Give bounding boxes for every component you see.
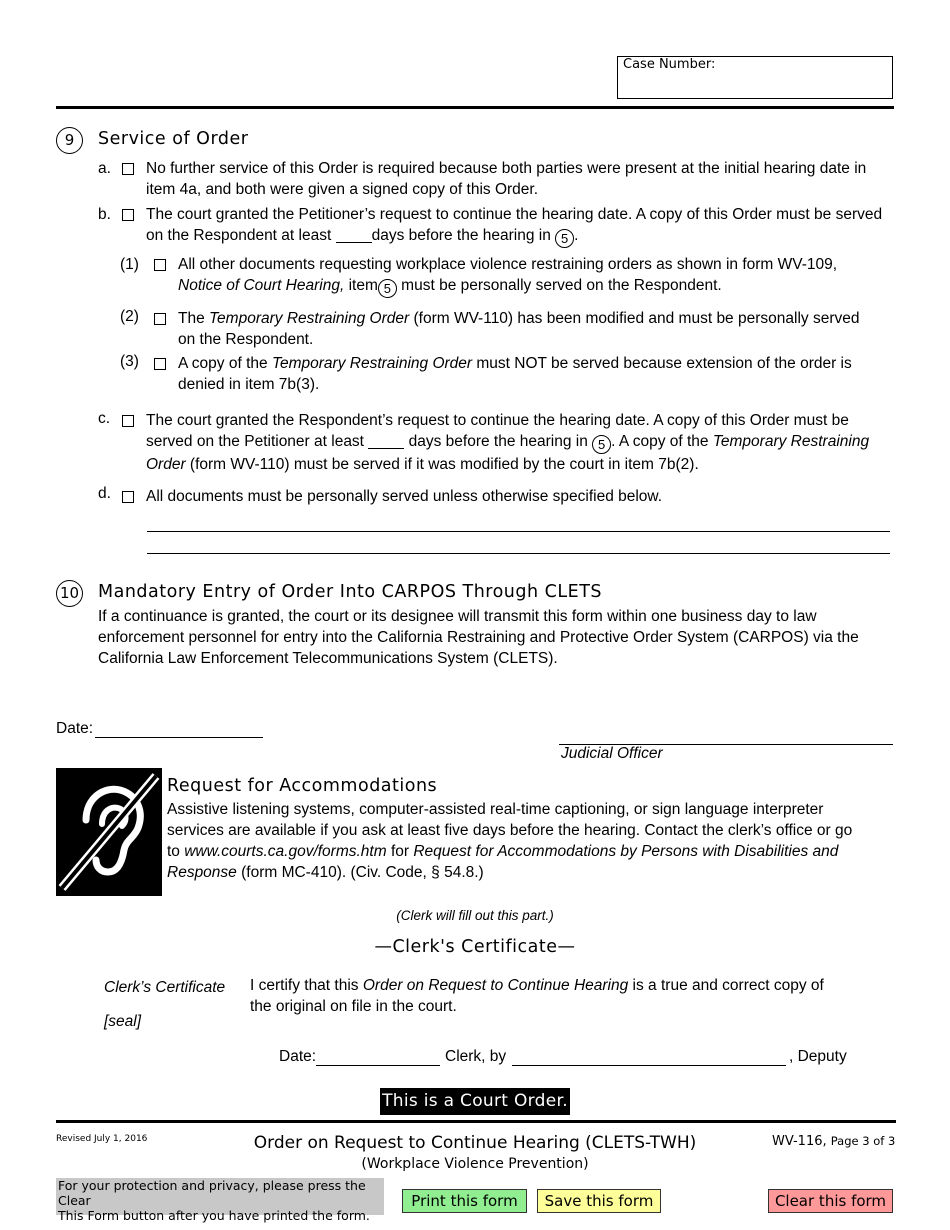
clerk-certificate-heading: —Clerk's Certificate— [374, 937, 576, 957]
item-9a-checkbox[interactable] [122, 163, 134, 175]
item-9c-line2-pre: served on the Petitioner at least [146, 433, 364, 450]
item-9c-letter: c. [98, 410, 111, 427]
item-9b3-post: must NOT be served because extension of the order is [472, 355, 852, 372]
accommodations-body [167, 799, 887, 883]
clerk-certificate-side-label [104, 977, 225, 998]
section-10-line2: enforcement personnel for entry into the California Restraining and Protective Order System (CARPOS) via the [98, 629, 859, 646]
item-9b-line2-end: . [574, 227, 579, 244]
header-rule [56, 106, 894, 109]
item-9c-text [146, 410, 886, 475]
court-order-banner: This is a Court Order. [380, 1088, 570, 1115]
clerk-seal-text: [seal] [104, 1013, 142, 1030]
acc-line3-mid: for [386, 843, 414, 860]
section-9-number: 9 [56, 127, 83, 154]
item-9d-write-line-1[interactable] [147, 531, 890, 532]
case-number-label: Case Number: [623, 57, 716, 72]
privacy-note-line2: This Form button after you have printed the form. [58, 1208, 370, 1223]
item-9b1-text [178, 254, 878, 298]
item-9b3-pre: A copy of the [178, 355, 272, 372]
courts-forms-link[interactable]: www.courts.ca.gov/forms.htm [184, 843, 387, 860]
case-number-box[interactable] [617, 56, 893, 99]
clerk-by-label: Clerk, by [445, 1048, 507, 1065]
acc-line3-italic: Request for Accommodations by Persons with Disabilities and [413, 843, 839, 860]
section-10-body [98, 606, 888, 669]
item-9b1-mid: item [344, 277, 378, 294]
clerk-signature-field[interactable] [512, 1065, 786, 1066]
print-form-button[interactable]: Print this form [402, 1189, 527, 1213]
clerk-note [0, 905, 950, 926]
section-9-title: Service of Order [98, 129, 249, 149]
accommodations-line3 [167, 841, 887, 862]
item-9b1-end: must be personally served on the Respondent. [396, 277, 722, 294]
item-9b2-post: (form WV-110) has been modified and must be personally served [409, 310, 860, 327]
footer-form-id [772, 1134, 895, 1149]
clerk-cert-pre: I certify that this [250, 977, 363, 994]
item-9c-days-field[interactable] [368, 434, 404, 449]
item-9b1-line2 [178, 275, 878, 298]
item-9c-line2-post: . A copy of the [611, 433, 713, 450]
privacy-note-line1: For your protection and privacy, please press the Clear [58, 1178, 366, 1208]
item-9b2-pre: The [178, 310, 210, 327]
item-9c-checkbox[interactable] [122, 415, 134, 427]
item-9b-letter: b. [98, 206, 111, 223]
item-9c-line2-mid: days before the hearing in [408, 433, 588, 450]
section-10-number: 10 [56, 580, 83, 607]
item-9b-checkbox[interactable] [122, 209, 134, 221]
item-9c-line3-italic: Order [146, 456, 186, 473]
clerk-side-label-text: Clerk’s Certificate [104, 979, 226, 996]
item-9b2-line1 [178, 308, 878, 329]
section-10-line3: California Law Enforcement Telecommunications System (CLETS). [98, 650, 558, 667]
item-9b3-line2: denied in item 7b(3). [178, 376, 320, 393]
item-9a-letter: a. [98, 160, 111, 177]
item-9d-write-line-2[interactable] [147, 553, 890, 554]
item-9d-checkbox[interactable] [122, 491, 134, 503]
item-9b-line2-mid: days before the hearing in [371, 227, 551, 244]
clerk-cert-italic: Order on Request to Continue Hearing [362, 977, 629, 994]
footer-revised-date: Revised July 1, 2016 [56, 1134, 148, 1144]
judicial-officer-label-text: Judicial Officer [561, 745, 663, 762]
item-9b3-num: (3) [120, 353, 139, 370]
item-9b2-text [178, 308, 878, 350]
item-9b3-text [178, 353, 878, 395]
footer-rule [56, 1120, 896, 1123]
footer-form-title: Order on Request to Continue Hearing (CLETS-TWH) [253, 1133, 697, 1153]
clerk-cert-line1 [250, 975, 870, 996]
item-9a-line1: No further service of this Order is required because both parties were present at the initial hearing date in [146, 160, 867, 177]
item-9d-letter: d. [98, 485, 111, 502]
item-9b-text [146, 204, 886, 248]
item-9b1-italic: Notice of Court Hearing, [178, 277, 345, 294]
item-9a-line2: item 4a, and both were given a signed copy of this Order. [146, 181, 539, 198]
item-9b-line1: The court granted the Petitioner’s request to continue the hearing date. A copy of this Order must be served [146, 206, 883, 223]
item-9b1-checkbox[interactable] [154, 259, 166, 271]
item-9b-line2 [146, 225, 886, 248]
item-9c-line1: The court granted the Respondent’s request to continue the hearing date. A copy of this Order must be [146, 412, 849, 429]
signature-date-field[interactable] [95, 737, 263, 738]
accommodations-line4 [167, 862, 887, 883]
item-9b3-italic: Temporary Restraining Order [271, 355, 473, 372]
item-9b2-line2: on the Respondent. [178, 331, 314, 348]
privacy-note [56, 1178, 384, 1223]
item-9b1-line1: All other documents requesting workplace violence restraining orders as shown in form WV-109, [178, 256, 838, 273]
acc-line4-post: (form MC-410). (Civ. Code, § 54.8.) [236, 864, 484, 881]
item-9c-line3-post: (form WV-110) must be served if it was modified by the court in item 7b(2). [185, 456, 699, 473]
item-ref-circle: 5 [555, 229, 574, 248]
judicial-officer-label [561, 743, 663, 764]
item-ref-circle: 5 [378, 279, 397, 298]
signature-date-label: Date: [56, 720, 94, 737]
footer-page-number: Page 3 of 3 [830, 1134, 896, 1148]
accommodations-title: Request for Accommodations [167, 776, 438, 796]
acc-line3-pre: to [167, 843, 185, 860]
clerk-note-text: (Clerk will fill out this part.) [396, 908, 554, 923]
footer-form-subtitle: (Workplace Violence Prevention) [361, 1156, 589, 1172]
item-9d-line1: All documents must be personally served unless otherwise specified below. [146, 488, 663, 505]
save-form-button[interactable]: Save this form [537, 1189, 661, 1213]
accommodations-line1: Assistive listening systems, computer-assisted real-time captioning, or sign language interpreter [167, 801, 824, 818]
item-9c-line2-italic: Temporary Restraining [712, 433, 870, 450]
clerk-seal-label [104, 1011, 141, 1032]
clerk-date-label: Date: [279, 1048, 317, 1065]
clear-form-button[interactable]: Clear this form [768, 1189, 893, 1213]
item-9b3-checkbox[interactable] [154, 358, 166, 370]
item-9b2-num: (2) [120, 308, 139, 325]
hearing-accessibility-icon [56, 768, 162, 896]
item-9b-line2-pre: on the Respondent at least [146, 227, 332, 244]
item-9b2-checkbox[interactable] [154, 313, 166, 325]
section-10-title: Mandatory Entry of Order Into CARPOS Through CLETS [98, 582, 602, 602]
clerk-cert-post: is a true and correct copy of [628, 977, 824, 994]
item-9c-line3 [146, 454, 886, 475]
accommodations-line2: services are available if you ask at least five days before the hearing. Contact the clerk’s office or go [167, 822, 853, 839]
item-9a-text [146, 158, 886, 200]
clerk-date-field[interactable] [316, 1065, 440, 1066]
item-9b3-line1 [178, 353, 878, 374]
section-10-line1: If a continuance is granted, the court or its designee will transmit this form within one business day to law [98, 608, 817, 625]
clerk-cert-line2: the original on file in the court. [250, 998, 457, 1015]
item-9b1-num: (1) [120, 256, 139, 273]
clerk-certification-text [250, 975, 870, 1017]
item-ref-circle: 5 [592, 435, 611, 454]
item-9b-days-field[interactable] [336, 228, 372, 243]
acc-line4-italic: Response [167, 864, 237, 881]
item-9b2-italic: Temporary Restraining Order [209, 310, 410, 327]
clerk-deputy-label: , Deputy [789, 1048, 847, 1065]
footer-form-id-text: WV-116, [772, 1134, 827, 1149]
item-9c-line2 [146, 431, 886, 454]
